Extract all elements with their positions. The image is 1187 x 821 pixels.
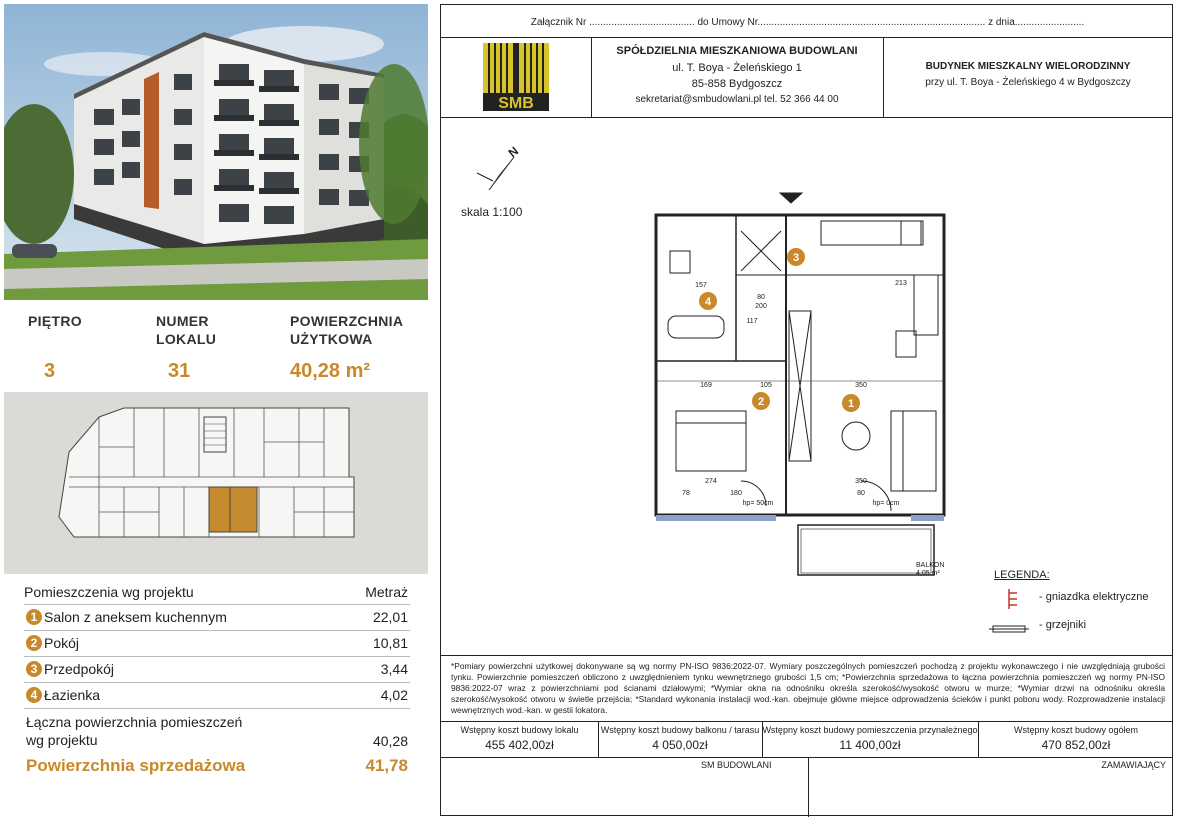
dimension-label: 180 [730, 490, 742, 497]
legend-radiator-text: - grzejniki [1039, 619, 1087, 631]
dimension-label: hp= 50cm [742, 500, 774, 507]
dimension-label: 105 [760, 382, 772, 389]
room-row [24, 630, 410, 654]
coop-street: ul. T. Boya - Żeleńskiego 1 [672, 62, 802, 74]
radiator-icon [989, 620, 1029, 638]
area-label-line1: POWIERZCHNIA [290, 313, 404, 329]
cost-value-balcony: 4 050,00zł [652, 738, 708, 752]
unit-number-label [156, 312, 216, 348]
room-number-badge: 3 [26, 661, 42, 677]
dimension-label: 169 [700, 382, 712, 389]
unit-number-label-line2: LOKALU [156, 331, 217, 347]
cost-label-storage: Wstępny koszt budowy pomieszczenia przynależnego [762, 725, 978, 735]
room-name: Łazienka [44, 687, 101, 703]
total-area-row [24, 708, 410, 754]
room-row [24, 604, 410, 628]
dimension-label: 350 [855, 382, 867, 389]
dimension-label: 117 [746, 318, 758, 325]
room-name: Salon z aneksem kuchennym [44, 609, 227, 625]
cost-label-balcony: Wstępny koszt budowy balkonu / tarasu [600, 725, 760, 735]
dimension-label: 157 [695, 282, 707, 289]
room-area: 10,81 [372, 635, 408, 651]
room-marker-1: 1 [847, 398, 855, 410]
coop-name: SPÓŁDZIELNIA MIESZKANIOWA BUDOWLANI [616, 45, 858, 57]
total-area-value: 40,28 [372, 733, 408, 749]
area-label [290, 312, 403, 348]
total-area-label-line2: wg projektu [26, 732, 98, 748]
divider [441, 117, 1172, 118]
smb-logo [475, 43, 557, 111]
building-title: BUDYNEK MIESZKALNY WIELORODZINNY [925, 61, 1131, 72]
attachment-line: Załącznik Nr ...................................... do Umowy Nr.................................................................................. z dnia......................... [530, 17, 1085, 28]
dimension-label: 80 [757, 294, 765, 301]
room-area: 3,44 [380, 661, 408, 677]
balcony-area: 4,05 m² [916, 570, 940, 577]
room-number-badge: 1 [26, 609, 42, 625]
rooms-header-name: Pomieszczenia wg projektu [24, 584, 194, 600]
unit-number-value: 31 [168, 360, 191, 382]
room-name: Przedpokój [44, 661, 115, 677]
cost-value-unit: 455 402,00zł [485, 738, 554, 752]
divider [441, 655, 1172, 656]
floor-label: PIĘTRO [28, 313, 82, 329]
sale-area-value: 41,78 [365, 756, 408, 775]
room-marker-3: 3 [792, 252, 800, 264]
room-row [24, 656, 410, 680]
room-row [24, 682, 410, 706]
legend-socket-text: - gniazdka elektryczne [1039, 591, 1149, 603]
floor-key-plan [4, 392, 428, 574]
cost-label-unit: Wstępny koszt budowy lokalu [460, 725, 579, 735]
dimension-label: 78 [682, 490, 690, 497]
total-area-label [26, 713, 242, 749]
divider [441, 37, 1172, 38]
dimension-label: 274 [705, 478, 717, 485]
cost-label-total: Wstępny koszt budowy ogółem [1013, 725, 1139, 735]
cost-value-storage: 11 400,00zł [839, 738, 901, 752]
coop-city: 85-858 Bydgoszcz [691, 78, 783, 90]
room-number-badge: 2 [26, 635, 42, 651]
room-marker-2: 2 [757, 396, 765, 408]
dimension-label: 200 [755, 303, 767, 310]
divider [808, 757, 809, 817]
area-value: 40,28 m² [290, 360, 371, 382]
dimension-label: hp= 0cm [872, 500, 900, 507]
room-area: 4,02 [380, 687, 408, 703]
coop-contact: sekretariat@smbudowlani.pl tel. 52 366 44 00 [635, 94, 839, 105]
floor-plan-document [440, 4, 1173, 816]
logo-text: SMB [498, 95, 534, 111]
balcony-label: BALKON [916, 562, 945, 569]
building-address: przy ul. T. Boya - Żeleńskiego 4 w Bydgoszczy [925, 77, 1131, 88]
unit-number-label-line1: NUMER [156, 313, 209, 329]
cost-value-total: 470 852,00zł [1041, 738, 1111, 752]
sale-area-label: Powierzchnia sprzedażowa [26, 756, 246, 775]
signature-sm-budowlani: SM BUDOWLANI [701, 760, 772, 770]
scale-label: skala 1:100 [461, 205, 523, 219]
total-area-label-line1: Łączna powierzchnia pomieszczeń [26, 714, 243, 730]
room-number-badge: 4 [26, 687, 42, 703]
left-panel [4, 4, 428, 817]
room-area: 22,01 [372, 609, 408, 625]
floor-plan-drawing [646, 191, 956, 591]
signature-client: ZAMAWIAJĄCY [1101, 760, 1166, 770]
room-marker-4: 4 [704, 296, 712, 308]
dimension-label: 350 [855, 478, 867, 485]
room-name: Pokój [44, 635, 80, 651]
socket-icon [1003, 587, 1027, 611]
building-render [4, 4, 428, 300]
footnote: *Pomiary powierzchni użytkowej dokonywane są wg normy PN-ISO 9836:2022-07. Wymiary poszczególnych pomieszczeń pochodzą z projektu wykonawczego i nie uwzględniają grubości tynku. Powierzchnie pomieszczeń obliczono z uwzględnieniem tynku wewnętrznego grubości 1,5 cm; *Powierzchnia sprzedażowa to łączna powierzchnia pomieszczeń wg normy PN-ISO 9836:2022-07 wraz z powierzchniami pod ścianami działowymi; *Wymiar okna na odnośniku określa szerokość/wysokość otworu w murze; *Wymiar drzwi na odnośniku określa szerokość/wysokość otworu w świetle przejścia; *Standard wykonania instalacji wod.-kan. obejmuje główne miejsce odprowadzenia ścieków i punkt poboru wody. Rozprowadzenie instalacji wewnętrznych wod.-kan. w gestii lokatora. [451, 661, 1165, 715]
rooms-header-area: Metraż [365, 584, 408, 600]
legend-title: LEGENDA: [994, 569, 1050, 581]
apartment-stats [4, 300, 428, 392]
dimension-label: 213 [895, 280, 907, 287]
divider [441, 721, 1172, 722]
divider [441, 757, 1172, 758]
dimension-label: 80 [857, 490, 865, 497]
rooms-table [4, 574, 428, 817]
area-label-line2: UŻYTKOWA [290, 331, 373, 347]
north-label: N [505, 143, 522, 161]
floor-value: 3 [44, 360, 56, 382]
